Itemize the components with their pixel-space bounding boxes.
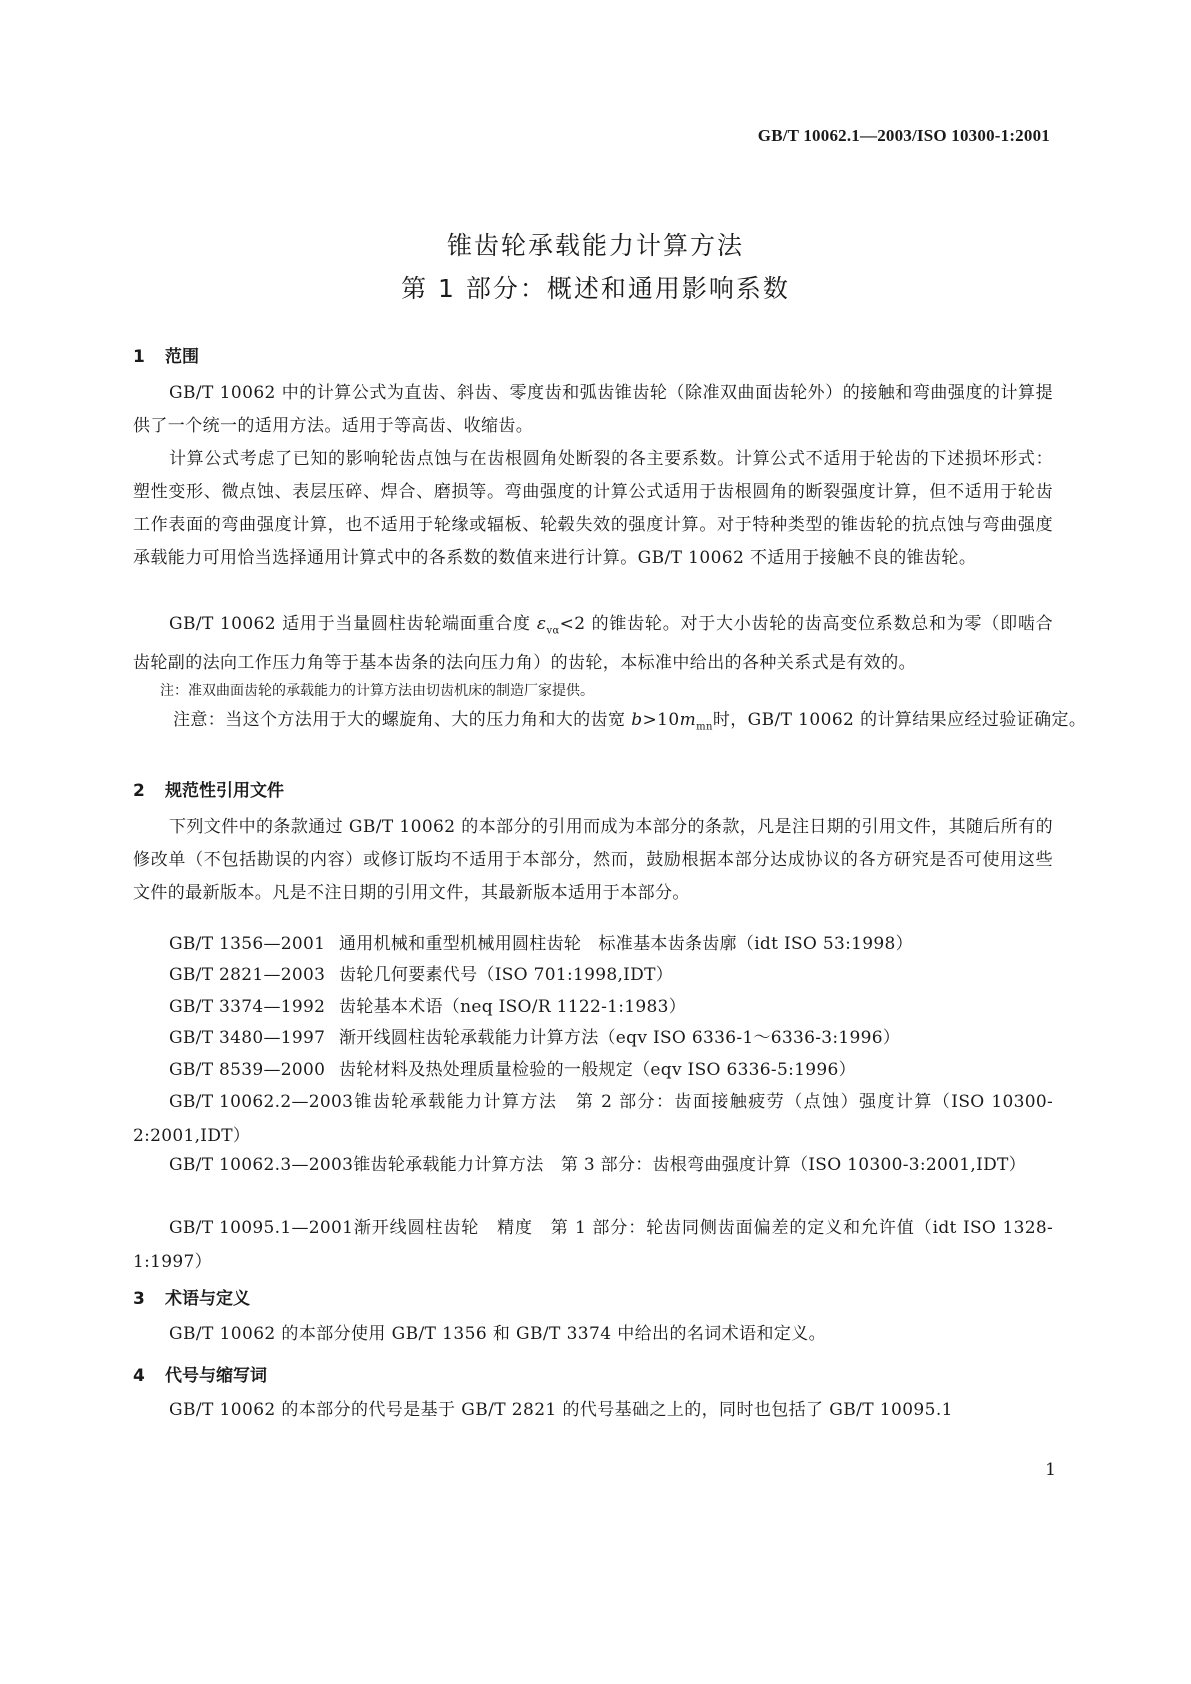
reference-title: 锥齿轮承载能力计算方法 第 3 部分：齿根弯曲强度计算（ISO 10300-3:2001,IDT） — [353, 1155, 1026, 1175]
reference-code: GB/T 3480—1997 — [169, 1028, 326, 1048]
reference-code: GB/T 10062.3—2003 — [169, 1155, 354, 1175]
reference-code: GB/T 3374—1992 — [169, 997, 326, 1017]
text-run: 时，GB/T 10062 的计算结果应经过验证确定。 — [712, 710, 1087, 730]
section-number: 3 — [133, 1289, 145, 1309]
section-title: 术语与定义 — [165, 1289, 250, 1309]
reference-code: GB/T 8539—2000 — [169, 1060, 326, 1080]
reference-item — [133, 958, 1053, 992]
reference-code: GB/T 2821—2003 — [169, 965, 326, 985]
epsilon-symbol: ε — [536, 614, 547, 634]
text-run: >10 — [642, 710, 680, 730]
text-run: 注意：当这个方法用于大的螺旋角、大的压力角和大的齿宽 — [173, 710, 632, 730]
section-1-paragraph-3 — [133, 608, 1053, 680]
reference-code: GB/T 1356—2001 — [169, 934, 326, 954]
section-number: 1 — [133, 347, 145, 367]
text-run: GB/T 10062 适用于当量圆柱齿轮端面重合度 — [169, 614, 537, 634]
reference-item — [133, 1148, 1053, 1182]
section-3-heading — [133, 1284, 250, 1309]
reference-code: GB/T 10095.1—2001 — [169, 1218, 354, 1238]
page-number: 1 — [1045, 1460, 1056, 1480]
face-width-symbol: b — [631, 710, 643, 730]
reference-item — [133, 990, 1053, 1024]
standard-code-header: GB/T 10062.1—2003/ISO 10300-1:2001 — [757, 126, 1050, 145]
symbol-subscript: vα — [546, 625, 560, 637]
section-2-heading — [133, 776, 284, 801]
reference-title: 锥齿轮承载能力计算方法 第 2 部分：齿面接触疲劳（点蚀）强度计算（ISO 10300-2:2001,IDT） — [133, 1092, 1053, 1146]
section-3-paragraph: GB/T 10062 的本部分使用 GB/T 1356 和 GB/T 3374 中给出的名词术语和定义。 — [169, 1324, 827, 1344]
document-title: 锥齿轮承载能力计算方法 — [446, 231, 744, 260]
reference-title: 通用机械和重型机械用圆柱齿轮 标准基本齿条齿廓（idt ISO 53:1998） — [339, 934, 913, 954]
section-4-paragraph: GB/T 10062 的本部分的代号是基于 GB/T 2821 的代号基础之上的，同时也包括了 GB/T 10095.1 — [169, 1400, 953, 1420]
reference-item — [133, 1021, 1053, 1055]
module-symbol: m — [679, 710, 697, 730]
reference-item — [133, 1211, 1053, 1279]
section-number: 4 — [133, 1366, 145, 1386]
reference-item — [133, 1085, 1053, 1153]
section-1-paragraph-2: 计算公式考虑了已知的影响轮齿点蚀与在齿根圆角处断裂的各主要系数。计算公式不适用于轮齿的下述损坏形式：塑性变形、微点蚀、表层压碎、焊合、磨损等。弯曲强度的计算公式适用于齿根圆角的断裂强度计算，但不适用于轮齿工作表面的弯曲强度计算，也不适用于轮缘或辐板、轮毂失效的强度计算。对于特种类型的锥齿轮的抗点蚀与弯曲强度承载能力可用恰当选择通用计算式中的各系数的数值来进行计算。GB/T 10062 不适用于接触不良的锥齿轮。 — [133, 449, 1053, 568]
attention-note — [173, 704, 1098, 743]
section-1-heading — [133, 342, 199, 367]
section-title: 规范性引用文件 — [165, 781, 284, 801]
reference-item — [133, 927, 1053, 961]
section-2-intro: 下列文件中的条款通过 GB/T 10062 的本部分的引用而成为本部分的条款，凡是注日期的引用文件，其随后所有的修改单（不包括勘误的内容）或修订版均不适用于本部分，然而，鼓励根据本部分达成协议的各方研究是否可使用这些文件的最新版本。凡是不注日期的引用文件，其最新版本适用于本部分。 — [133, 817, 1053, 903]
reference-title: 齿轮材料及热处理质量检验的一般规定（eqv ISO 6336-5:1996） — [339, 1060, 856, 1080]
section-number: 2 — [133, 781, 145, 801]
section-4-heading — [133, 1361, 267, 1386]
reference-title: 齿轮基本术语（neq ISO/R 1122-1:1983） — [339, 997, 687, 1017]
reference-item — [133, 1053, 1053, 1087]
reference-title: 渐开线圆柱齿轮承载能力计算方法（eqv ISO 6336-1～6336-3:1996） — [339, 1028, 901, 1048]
reference-code: GB/T 10062.2—2003 — [169, 1092, 354, 1112]
section-title: 代号与缩写词 — [165, 1366, 267, 1386]
document-subtitle: 第 1 部分：概述和通用影响系数 — [401, 274, 790, 303]
reference-title: 渐开线圆柱齿轮 精度 第 1 部分：轮齿同侧齿面偏差的定义和允许值（idt ISO 1328-1:1997） — [133, 1218, 1053, 1272]
reference-title: 齿轮几何要素代号（ISO 701:1998,IDT） — [339, 965, 674, 985]
note: 注：准双曲面齿轮的承载能力的计算方法由切齿机床的制造厂家提供。 — [160, 683, 594, 699]
symbol-subscript: mn — [696, 721, 713, 733]
section-title: 范围 — [165, 347, 199, 367]
text-run: <2 的锥齿轮。对于大小齿轮的齿高变位系数总和为零（即啮合齿轮副的法向工作压力角等于基本齿条的法向压力角）的齿轮，本标准中给出的各种关系式是有效的。 — [133, 614, 1053, 674]
section-1-paragraph-1: GB/T 10062 中的计算公式为直齿、斜齿、零度齿和弧齿锥齿轮（除准双曲面齿轮外）的接触和弯曲强度的计算提供了一个统一的适用方法。适用于等高齿、收缩齿。 — [133, 383, 1053, 436]
